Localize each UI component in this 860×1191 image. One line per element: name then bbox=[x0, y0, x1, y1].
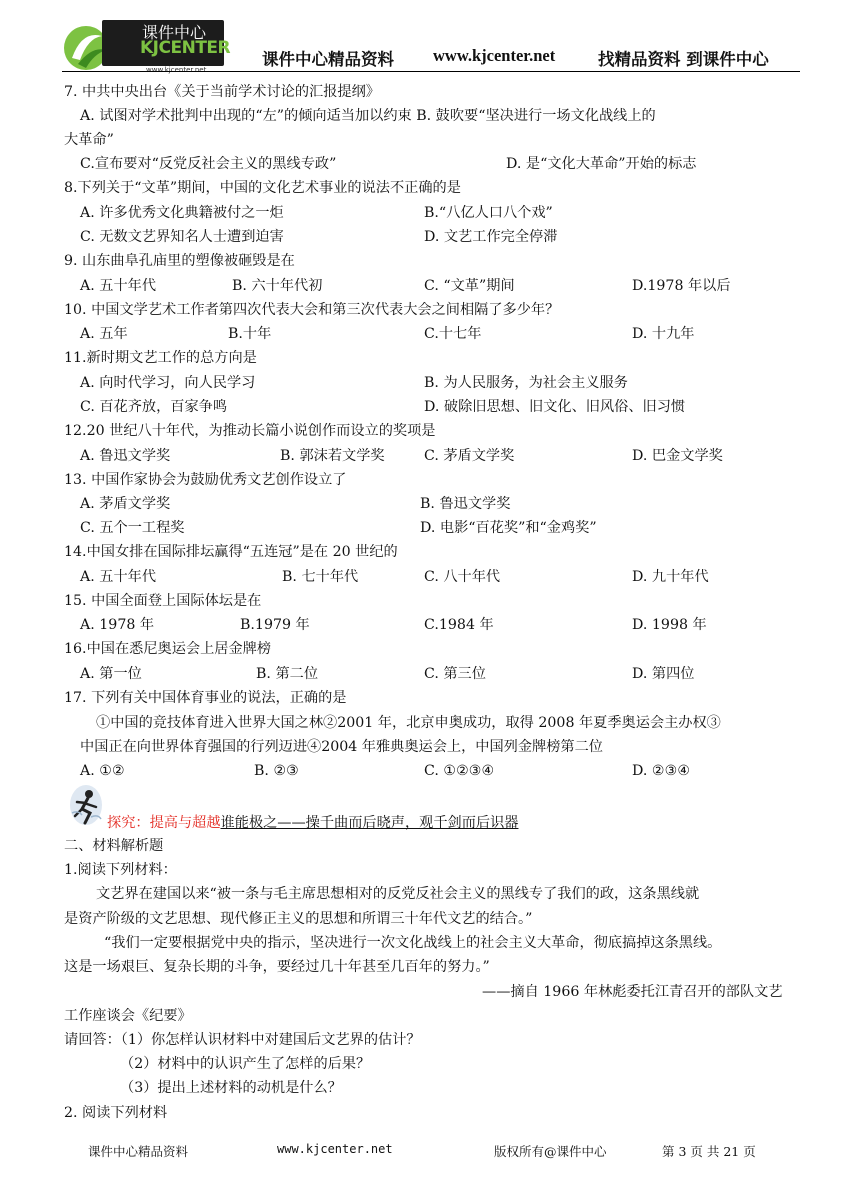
material-ask-3: （3）提出上述材料的动机是什么？ bbox=[120, 1080, 342, 1096]
question-7-options-ab: A. 试图对学术批判中出现的“左”的倾向适当加以约束 B. 鼓吹要“坚决进行一场文化战线上的 bbox=[80, 108, 656, 124]
material-paragraph-1-line2: 是资产阶级的文艺思想、现代修正主义的思想和所谓三十年代文艺的结合。” bbox=[64, 911, 533, 927]
material-paragraph-1-line1: 文艺界在建国以来“被一条与毛主席思想相对的反党反社会主义的黑线专了我们的政，这条黑线就 bbox=[96, 886, 700, 902]
explore-heading bbox=[107, 812, 518, 832]
question-16-option-a: A. 第一位 bbox=[80, 666, 142, 682]
question-8-stem: 8.下列关于“文革”期间，中国的文化艺术事业的说法不正确的是 bbox=[64, 180, 461, 196]
header-title: 课件中心精品资料 bbox=[262, 50, 394, 69]
explore-label: 探究：提高与超越 bbox=[107, 815, 221, 831]
question-16-option-b: B. 第二位 bbox=[256, 666, 319, 682]
question-12-option-c: C. 茅盾文学奖 bbox=[424, 448, 515, 464]
question-15-option-c: C.1984 年 bbox=[424, 617, 494, 633]
header-url[interactable]: www.kjcenter.net bbox=[433, 46, 556, 65]
question-13-option-d: D. 电影“百花奖”和“金鸡奖” bbox=[420, 520, 597, 536]
question-14-stem: 14.中国女排在国际排坛赢得“五连冠”是在 20 世纪的 bbox=[64, 544, 398, 560]
logo-english-text: KJCENTER bbox=[140, 38, 231, 58]
question-15-option-d: D. 1998 年 bbox=[632, 617, 707, 633]
question-16-option-d: D. 第四位 bbox=[632, 666, 695, 682]
question-14-option-a: A. 五十年代 bbox=[80, 569, 157, 585]
section-2-title: 二、材料解析题 bbox=[64, 838, 164, 854]
question-15-stem: 15. 中国全面登上国际体坛是在 bbox=[64, 593, 262, 609]
question-13-option-a: A. 茅盾文学奖 bbox=[80, 496, 171, 512]
question-10-stem: 10. 中国文学艺术工作者第四次代表大会和第三次代表大会之间相隔了多少年？ bbox=[64, 302, 560, 318]
question-10-option-c: C.十七年 bbox=[424, 326, 482, 342]
question-9-stem: 9. 山东曲阜孔庙里的塑像被砸毁是在 bbox=[64, 253, 295, 269]
question-10-option-b: B.十年 bbox=[228, 326, 272, 342]
question-17-stem: 17. 下列有关中国体育事业的说法，正确的是 bbox=[64, 690, 347, 706]
material-ask-2: （2）材料中的认识产生了怎样的后果？ bbox=[120, 1056, 371, 1072]
question-12-option-a: A. 鲁迅文学奖 bbox=[80, 448, 171, 464]
question-17-statements-line1: ①中国的竞技体育进入世界大国之林②2001 年，北京申奥成功，取得 2008 年夏季奥运会主办权③ bbox=[96, 715, 721, 731]
question-7-stem: 7. 中共中央出台《关于当前学术讨论的汇报提纲》 bbox=[64, 84, 380, 100]
question-9-option-c: C. “文革”期间 bbox=[424, 278, 515, 294]
question-7-option-d: D. 是“文化大革命”开始的标志 bbox=[506, 156, 697, 172]
header-slogan: 找精品资料 到课件中心 bbox=[598, 50, 769, 69]
material-paragraph-2-line1: “我们一定要根据党中央的指示，坚决进行一次文化战线上的社会主义大革命，彻底搞掉这条黑线。 bbox=[104, 935, 722, 951]
question-8-option-a: A. 许多优秀文化典籍被付之一炬 bbox=[80, 205, 284, 221]
question-14-option-b: B. 七十年代 bbox=[282, 569, 359, 585]
question-10-option-a: A. 五年 bbox=[80, 326, 128, 342]
question-13-option-b: B. 鲁迅文学奖 bbox=[420, 496, 511, 512]
material-source-line2: 工作座谈会《纪要》 bbox=[64, 1008, 192, 1024]
question-15-option-b: B.1979 年 bbox=[240, 617, 310, 633]
question-14-option-c: C. 八十年代 bbox=[424, 569, 501, 585]
question-12-option-b: B. 郭沫若文学奖 bbox=[280, 448, 385, 464]
material-ask-1: 请回答：（1）你怎样认识材料中对建国后文艺界的估计？ bbox=[64, 1032, 421, 1048]
question-17-option-c: C. ①②③④ bbox=[424, 763, 495, 779]
kjcenter-logo bbox=[62, 14, 231, 74]
question-17-statements-line2: 中国正在向世界体育强国的行列迈进④2004 年雅典奥运会上，中国列金牌榜第二位 bbox=[80, 739, 603, 755]
question-9-option-b: B. 六十年代初 bbox=[232, 278, 323, 294]
question-17-option-d: D. ②③④ bbox=[632, 763, 691, 779]
question-14-option-d: D. 九十年代 bbox=[632, 569, 709, 585]
logo-chinese-text: 课件中心 bbox=[142, 23, 207, 42]
question-17-option-a: A. ①② bbox=[80, 763, 125, 779]
question-13-option-c: C. 五个一工程奖 bbox=[80, 520, 185, 536]
question-17-option-b: B. ②③ bbox=[254, 763, 299, 779]
question-9-option-a: A. 五十年代 bbox=[80, 278, 157, 294]
footer-url[interactable]: www.kjcenter.net bbox=[277, 1142, 393, 1156]
question-11-stem: 11.新时期文艺工作的总方向是 bbox=[64, 350, 257, 366]
material-question-2-prompt: 2. 阅读下列材料 bbox=[64, 1105, 168, 1121]
header-divider bbox=[62, 71, 800, 72]
material-paragraph-2-line2: 这是一场艰巨、复杂长期的斗争，要经过几十年甚至几百年的努力。” bbox=[64, 959, 490, 975]
footer-copyright: 版权所有@课件中心 bbox=[494, 1144, 607, 1159]
question-7-option-c: C.宣布要对“反党反社会主义的黑线专政” bbox=[80, 156, 337, 172]
question-7-continuation: 大革命” bbox=[64, 132, 114, 148]
question-9-option-d: D.1978 年以后 bbox=[632, 278, 731, 294]
explore-motto: 谁能极之——操千曲而后晓声，观千剑而后识器 bbox=[220, 815, 519, 831]
question-12-stem: 12.20 世纪八十年代，为推动长篇小说创作而设立的奖项是 bbox=[64, 423, 436, 439]
question-16-option-c: C. 第三位 bbox=[424, 666, 486, 682]
question-10-option-d: D. 十九年 bbox=[632, 326, 695, 342]
question-8-option-b: B.“八亿人口八个戏” bbox=[424, 205, 553, 221]
logo-url-text: www.kjcenter.net bbox=[146, 66, 207, 74]
material-source-line1: ——摘自 1966 年林彪委托江青召开的部队文艺 bbox=[482, 984, 783, 1000]
question-15-option-a: A. 1978 年 bbox=[80, 617, 155, 633]
question-13-stem: 13. 中国作家协会为鼓励优秀文艺创作设立了 bbox=[64, 472, 347, 488]
footer-page-number: 第 3 页 共 21 页 bbox=[662, 1144, 756, 1159]
runner-icon bbox=[68, 783, 104, 827]
question-8-option-c: C. 无数文艺界知名人士遭到迫害 bbox=[80, 229, 284, 245]
question-8-option-d: D. 文艺工作完全停滞 bbox=[424, 229, 558, 245]
question-11-option-b: B. 为人民服务，为社会主义服务 bbox=[424, 375, 628, 391]
question-12-option-d: D. 巴金文学奖 bbox=[632, 448, 723, 464]
footer-title: 课件中心精品资料 bbox=[88, 1144, 189, 1159]
question-16-stem: 16.中国在悉尼奥运会上居金牌榜 bbox=[64, 641, 272, 657]
question-11-option-a: A. 向时代学习，向人民学习 bbox=[80, 375, 256, 391]
question-11-option-d: D. 破除旧思想、旧文化、旧风俗、旧习惯 bbox=[424, 399, 686, 415]
material-question-1-prompt: 1.阅读下列材料： bbox=[64, 862, 177, 878]
question-11-option-c: C. 百花齐放，百家争鸣 bbox=[80, 399, 228, 415]
